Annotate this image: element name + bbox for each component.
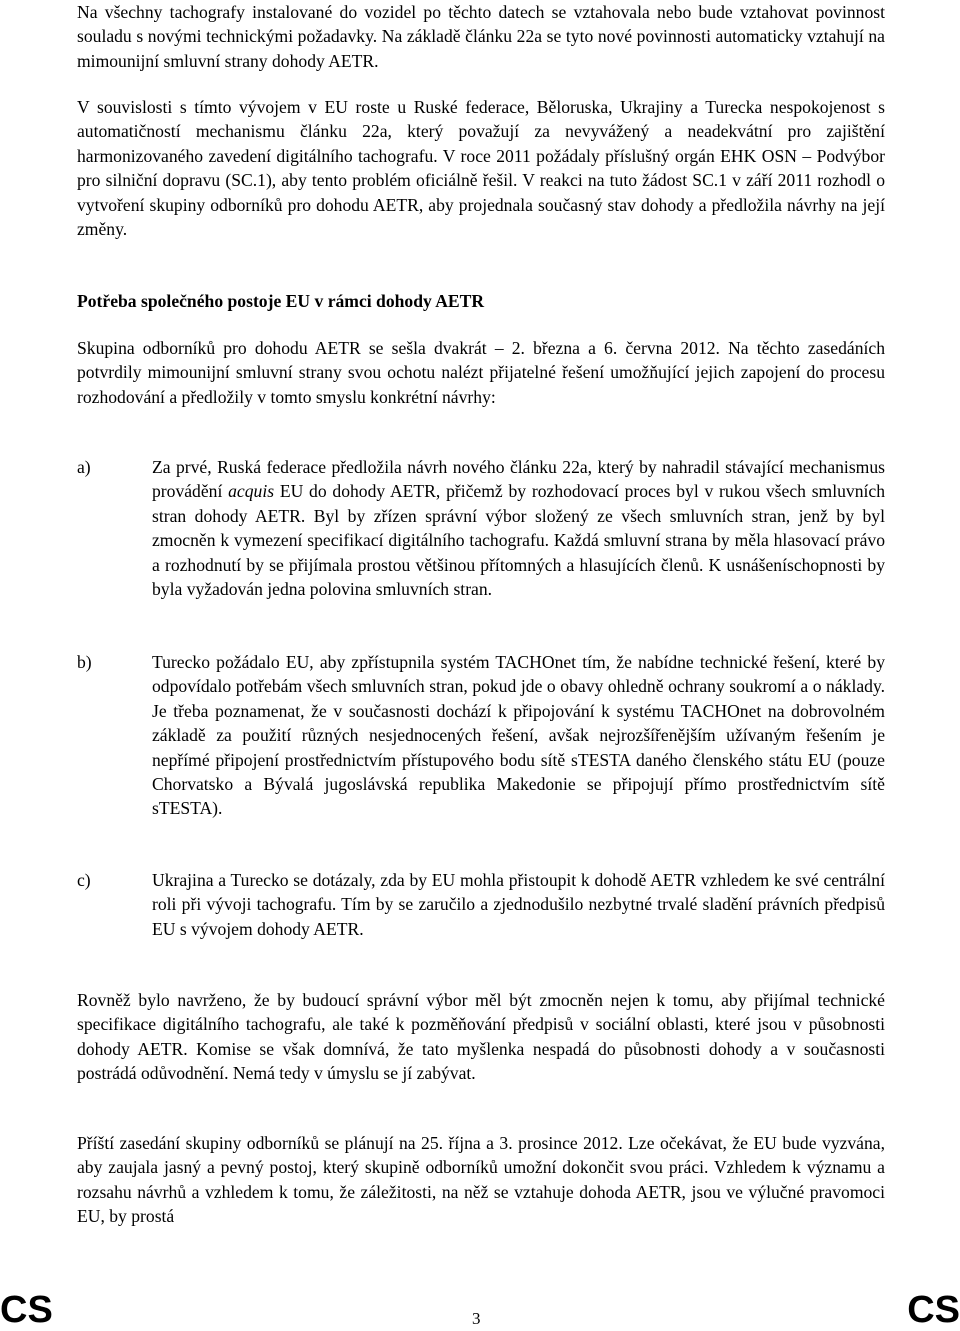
- paragraph-meetings: Skupina odborníků pro dohodu AETR se sešla dvakrát – 2. března a 6. června 2012. Na těchto zasedáních potvrdily mimounijní smluvní strany svou ochotu nalézt přijatelné řešení umožňující jejich zapojení do procesu rozhodování a předložily v tomto smyslu konkrétní návrhy:: [77, 338, 885, 407]
- paragraph-context: V souvislosti s tímto vývojem v EU roste u Ruské federace, Běloruska, Ukrajiny a Turecka nespokojenost s automatičností mechanismu článku 22a, který považují za nevyvážený a neadekvátní pro zajištění harmonizovaného zavedení digitálního tachografu. V roce 2011 požádaly příslušný orgán EHK OSN – Podvýbor pro silniční dopravu (SC.1), aby tento problém oficiálně řešil. V reakci na tuto žádost SC.1 v září 2011 rozhodl o vytvoření skupiny odborníků pro dohodu AETR, aby projednala současný stav dohody a předložila návrhy na její změny.: [77, 97, 885, 240]
- list-item-a: [77, 455, 885, 601]
- footer-language-left: CS: [0, 1289, 53, 1331]
- italic-term: acquis: [228, 481, 275, 502]
- page-number: 3: [472, 1309, 481, 1328]
- list-item-label: c): [77, 870, 91, 890]
- list-item-label: b): [77, 652, 92, 672]
- paragraph-next: Příští zasedání skupiny odborníků se plánují na 25. října a 3. prosince 2012. Lze očekávat, že EU bude vyzvána, aby zaujala jasný a pevný postoj, který skupině odborníků umožní dokončit svou práci. Vzhledem k významu a rozsahu návrhů a vzhledem k tomu, že záležitosti, na něž se vztahuje dohoda AETR, jsou ve výlučné pravomoci EU, by prostá: [77, 1133, 885, 1227]
- footer-language-right: CS: [907, 1289, 960, 1331]
- list-item-text: Turecko požádalo EU, aby zpřístupnila systém TACHOnet tím, že nabídne technické řešení, které by odpovídalo potřebám všech smluvních stran, pokud jde o obavy ohledně ochrany soukromí a o náklady. Je třeba poznamenat, že v současnosti dochází k připojování k systému TACHOnet na dobrovolném základě za použití různých nesjednocených řešení, avšak nejrozšířenějším užívaným řešením je nepřímé připojení prostřednictvím přístupového bodu sítě sTESTA daného členského státu EU (pouze Chorvatsko a Bývalá jugoslávská republika Makedonie se připojují přímo prostřednictvím sítě sTESTA).: [152, 652, 885, 819]
- paragraph-also: Rovněž bylo navrženo, že by budoucí správní výbor měl být zmocněn nejen k tomu, aby přijímal technické specifikace digitálního tachografu, ale také k pozměňování předpisů v sociální oblasti, které jsou v působnosti dohody AETR. Komise se však domnívá, že tato myšlenka nespadá do působnosti dohody a v současnosti postrádá odůvodnění. Nemá tedy v úmyslu se jí zabývat.: [77, 990, 885, 1084]
- list-item-text: Za prvé, Ruská federace předložila návrh nového článku 22a, který by nahradil stávající mechanismus provádění acquis EU do dohody AETR, přičemž by rozhodovací proces byl v rukou všech smluvních stran dohody AETR. Byl by zřízen správní výbor složený ze všech smluvních stran, jenž by byl zmocněn k vymezení specifikací digitálního tachografu. Každá smluvní strana by měla hlasovací právo a rozhodnutí by se přijímala prostou většinou přítomných a hlasujících členů. K usnášeníschopnosti by byla vyžadován jedna polovina smluvních stran.: [152, 457, 886, 600]
- list-item-label: a): [77, 457, 91, 477]
- list-item-c: [77, 868, 885, 941]
- list-item-text: Ukrajina a Turecko se dotázaly, zda by EU mohla přistoupit k dohodě AETR vzhledem ke své centrální roli při vývoji tachografu. Tím by se zaručilo a zjednodušilo nezbytné trvalé sladění právních předpisů EU s vývojem dohody AETR.: [152, 870, 885, 939]
- section-heading: Potřeba společného postoje EU v rámci dohody AETR: [77, 291, 485, 311]
- paragraph-intro: Na všechny tachografy instalované do vozidel po těchto datech se vztahovala nebo bude vztahovat povinnost souladu s novými technickými požadavky. Na základě článku 22a se tyto nové povinnosti automaticky vztahují na mimounijní smluvní strany dohody AETR.: [77, 2, 885, 71]
- list-item-b: [77, 650, 885, 821]
